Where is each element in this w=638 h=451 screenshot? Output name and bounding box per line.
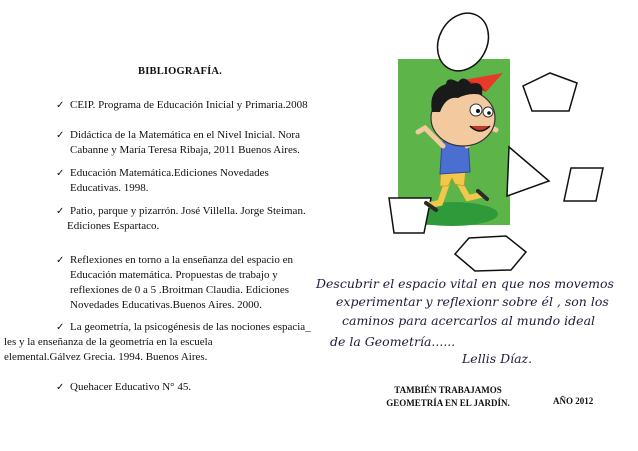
hexagon-shape: [455, 236, 526, 271]
bibliography-line: reflexiones de 0 a 5 .Broitman Claudia. Ediciones: [70, 284, 290, 296]
checkmark-icon: ✓: [56, 255, 65, 266]
bibliography-line: Novedades Educativas.Buenos Aires. 2000.: [70, 299, 262, 311]
bibliography-line: Educativas. 1998.: [70, 182, 149, 194]
bibliography-line: elemental.Gálvez Grecia. 1994. Buenos Aires.: [4, 351, 208, 363]
pentagon-shape: [523, 73, 577, 111]
quote-line: caminos para acercarlos al mundo ideal: [342, 313, 596, 328]
checkmark-icon: ✓: [56, 322, 65, 333]
quote-line: experimentar y reflexionr sobre él , son los: [336, 294, 609, 309]
footer-title: [380, 384, 516, 410]
quote-line: Descubrir el espacio vital en que nos movemos: [316, 276, 614, 291]
bibliography-line: les y la enseñanza de la geometría en la escuela: [4, 336, 213, 348]
footer-year: AÑO 2012: [553, 396, 594, 406]
bibliography-line: Educación matemática. Propuestas de trabajo y: [70, 269, 278, 281]
parallelogram-shape: [564, 168, 603, 201]
triangle-shape: [507, 147, 549, 196]
checkmark-icon: ✓: [56, 100, 65, 111]
bibliography-line: Reflexiones en torno a la enseñanza del espacio en: [70, 254, 293, 266]
checkmark-icon: ✓: [56, 206, 65, 217]
checkmark-icon: ✓: [56, 382, 65, 393]
footer-line: GEOMETRÍA EN EL JARDÍN.: [386, 398, 510, 408]
bibliography-line: Educación Matemática.Ediciones Novedades: [70, 167, 269, 179]
quote-line: de la Geometría......: [330, 334, 456, 349]
footer-line: TAMBIÉN TRABAJAMOS: [394, 385, 502, 395]
bibliography-line: Cabanne y María Teresa Ribaja, 2011 Buenos Aires.: [70, 144, 300, 156]
bibliography-line: CEIP. Programa de Educación Inicial y Primaria.2008: [70, 99, 308, 111]
bibliography-line: Patio, parque y pizarrón. José Villella. Jorge Steiman.: [70, 205, 306, 217]
bibliography-title: BIBLIOGRAFÍA.: [138, 66, 222, 77]
bibliography-line: Ediciones Espartaco.: [67, 220, 160, 232]
bibliography-line: Didáctica de la Matemática en el Nivel Inicial. Nora: [70, 129, 300, 141]
checkmark-icon: ✓: [56, 168, 65, 179]
checkmark-icon: ✓: [56, 130, 65, 141]
quote-author: Lellis Díaz.: [462, 351, 533, 366]
bibliography-line: La geometría, la psicogénesis de las nociones espacia_: [70, 321, 311, 333]
bibliography-line: Quehacer Educativo N° 45.: [70, 381, 192, 393]
